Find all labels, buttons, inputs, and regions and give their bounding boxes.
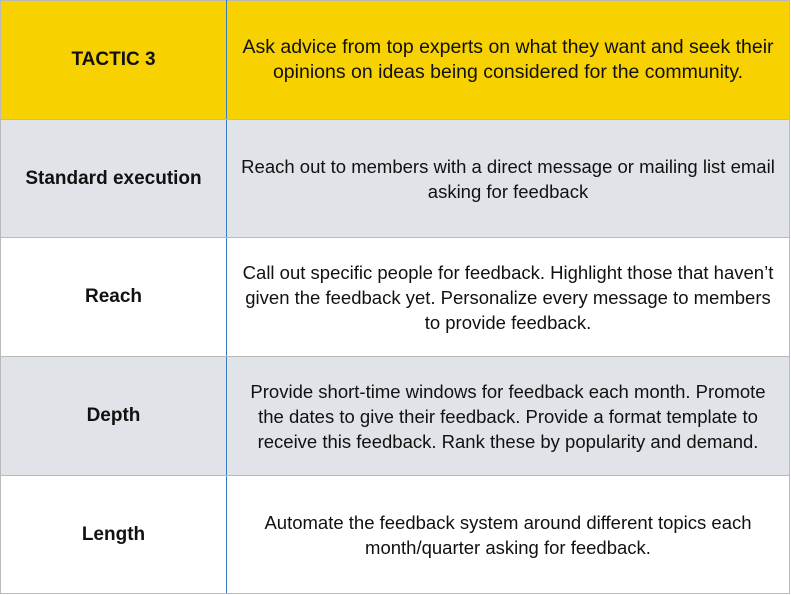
table-header-row (1, 1, 790, 120)
row-label-standard-execution: Standard execution (1, 120, 227, 238)
row-value-standard-execution: Reach out to members with a direct message or mailing list email asking for feedback (227, 120, 790, 238)
row-label-depth: Depth (1, 357, 227, 476)
table-row-reach (1, 238, 790, 357)
row-value-depth: Provide short-time windows for feedback each month. Promote the dates to give their feedback. Provide a format template to receive this feedback. Rank these by popularity and demand. (227, 357, 790, 476)
tactic-title: TACTIC 3 (1, 1, 227, 120)
row-value-length: Automate the feedback system around different topics each month/quarter asking for feedback. (227, 476, 790, 594)
tactic-description: Ask advice from top experts on what they want and seek their opinions on ideas being considered for the community. (227, 1, 790, 120)
table-row-length (1, 476, 790, 594)
table-row-standard-execution (1, 120, 790, 238)
row-value-reach: Call out specific people for feedback. Highlight those that haven’t given the feedback yet. Personalize every message to members to provide feedback. (227, 238, 790, 357)
row-label-reach: Reach (1, 238, 227, 357)
row-label-length: Length (1, 476, 227, 594)
table-row-depth (1, 357, 790, 476)
